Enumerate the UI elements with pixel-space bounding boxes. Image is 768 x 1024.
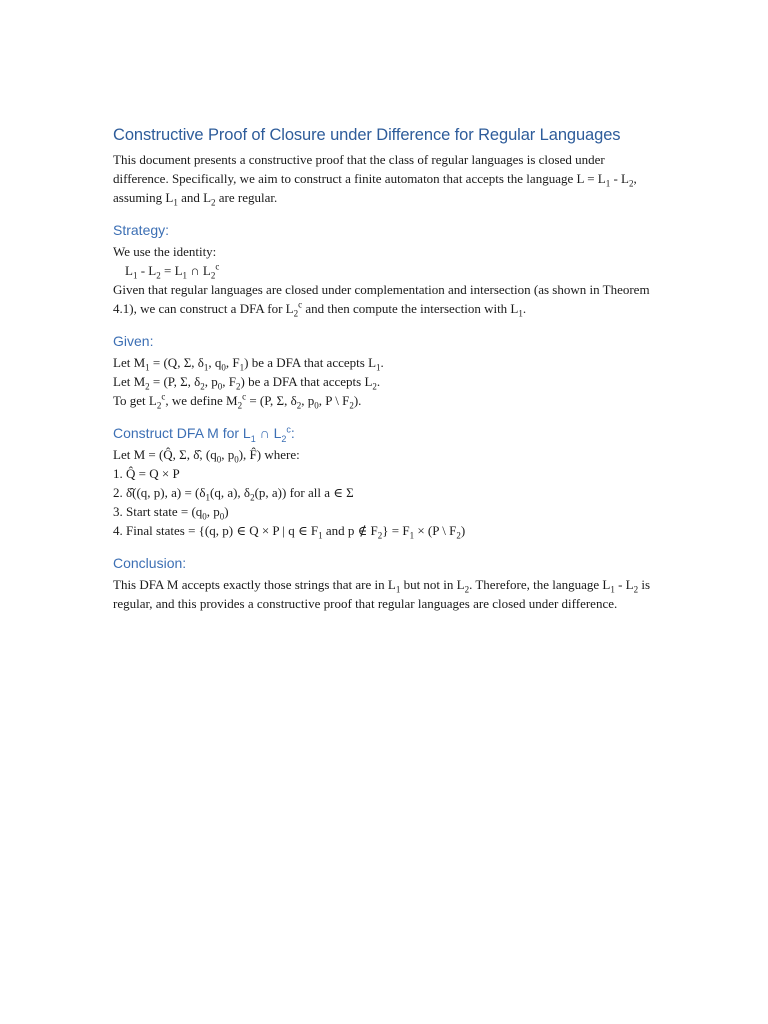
construct-line: 4. Final states = {(q, p) ∈ Q × P | q ∈ $F_1$ and p ∉ $F_2\} = F_1 \times (P$ \ $F_2$) [113, 523, 466, 541]
construct-heading: Construct DFA M for $L_1$ ∩ $L_2^c$: [113, 424, 295, 444]
construct-line: 3. Start state = ($q_0$, $p_0$) [113, 504, 229, 522]
strategy-line: We use the identity: [113, 244, 217, 259]
construct-line: Let M = (Q̂, Σ, δ̂, ($q_0$, $p_0$), F̂) where: [113, 447, 300, 465]
document-page [113, 124, 658, 613]
strategy-explanation: Given that regular languages are closed under complementation and intersection (as shown in Theorem 4.1), we can construct a DFA for $L_2^c$ and then compute the intersection with $L_1$. [113, 282, 650, 319]
given-line: To get $L_2^c$, we define $M_2^c = (P$, Σ, $\delta_2$, $p_0$, P \ $F_2$). [113, 391, 362, 411]
given-heading: Given: [113, 333, 154, 349]
construct-line: 1. Q̂ = Q × P [113, 466, 180, 481]
intro-paragraph: This document presents a constructive proof that the class of regular languages is closed under difference. Specifically, we aim to construct a finite automaton that accepts the language $L = L_1 - L_2$, assuming $L_1$ and $L_2$ are regular. [113, 152, 637, 208]
construct-line: 2. δ̂((q, p), $a) = (\delta_1(q$, a), $\delta_2(p$, a)) for all a ∈ Σ [113, 485, 354, 503]
given-line: Let $M_2 = (P$, Σ, $\delta_2$, $p_0$, $F_2$) be a DFA that accepts $L_2$. [113, 374, 381, 392]
strategy-heading: Strategy: [113, 222, 170, 238]
conclusion-heading: Conclusion: [113, 555, 187, 571]
given-line: Let $M_1 = (Q$, Σ, $\delta_1$, $q_0$, $F_1$) be a DFA that accepts $L_1$. [113, 355, 384, 373]
conclusion-paragraph: This DFA M accepts exactly those strings that are in $L_1$ but not in $L_2$. Therefore, the language $L_1 - L_2$ is regular, and this provides a constructive proof that regular languages are closed under difference. [113, 577, 651, 611]
identity-formula: $L_1 - L_2 = L_1$ ∩ $L_2^c$ [125, 261, 220, 281]
document-title: Constructive Proof of Closure under Difference for Regular Languages [113, 126, 621, 144]
